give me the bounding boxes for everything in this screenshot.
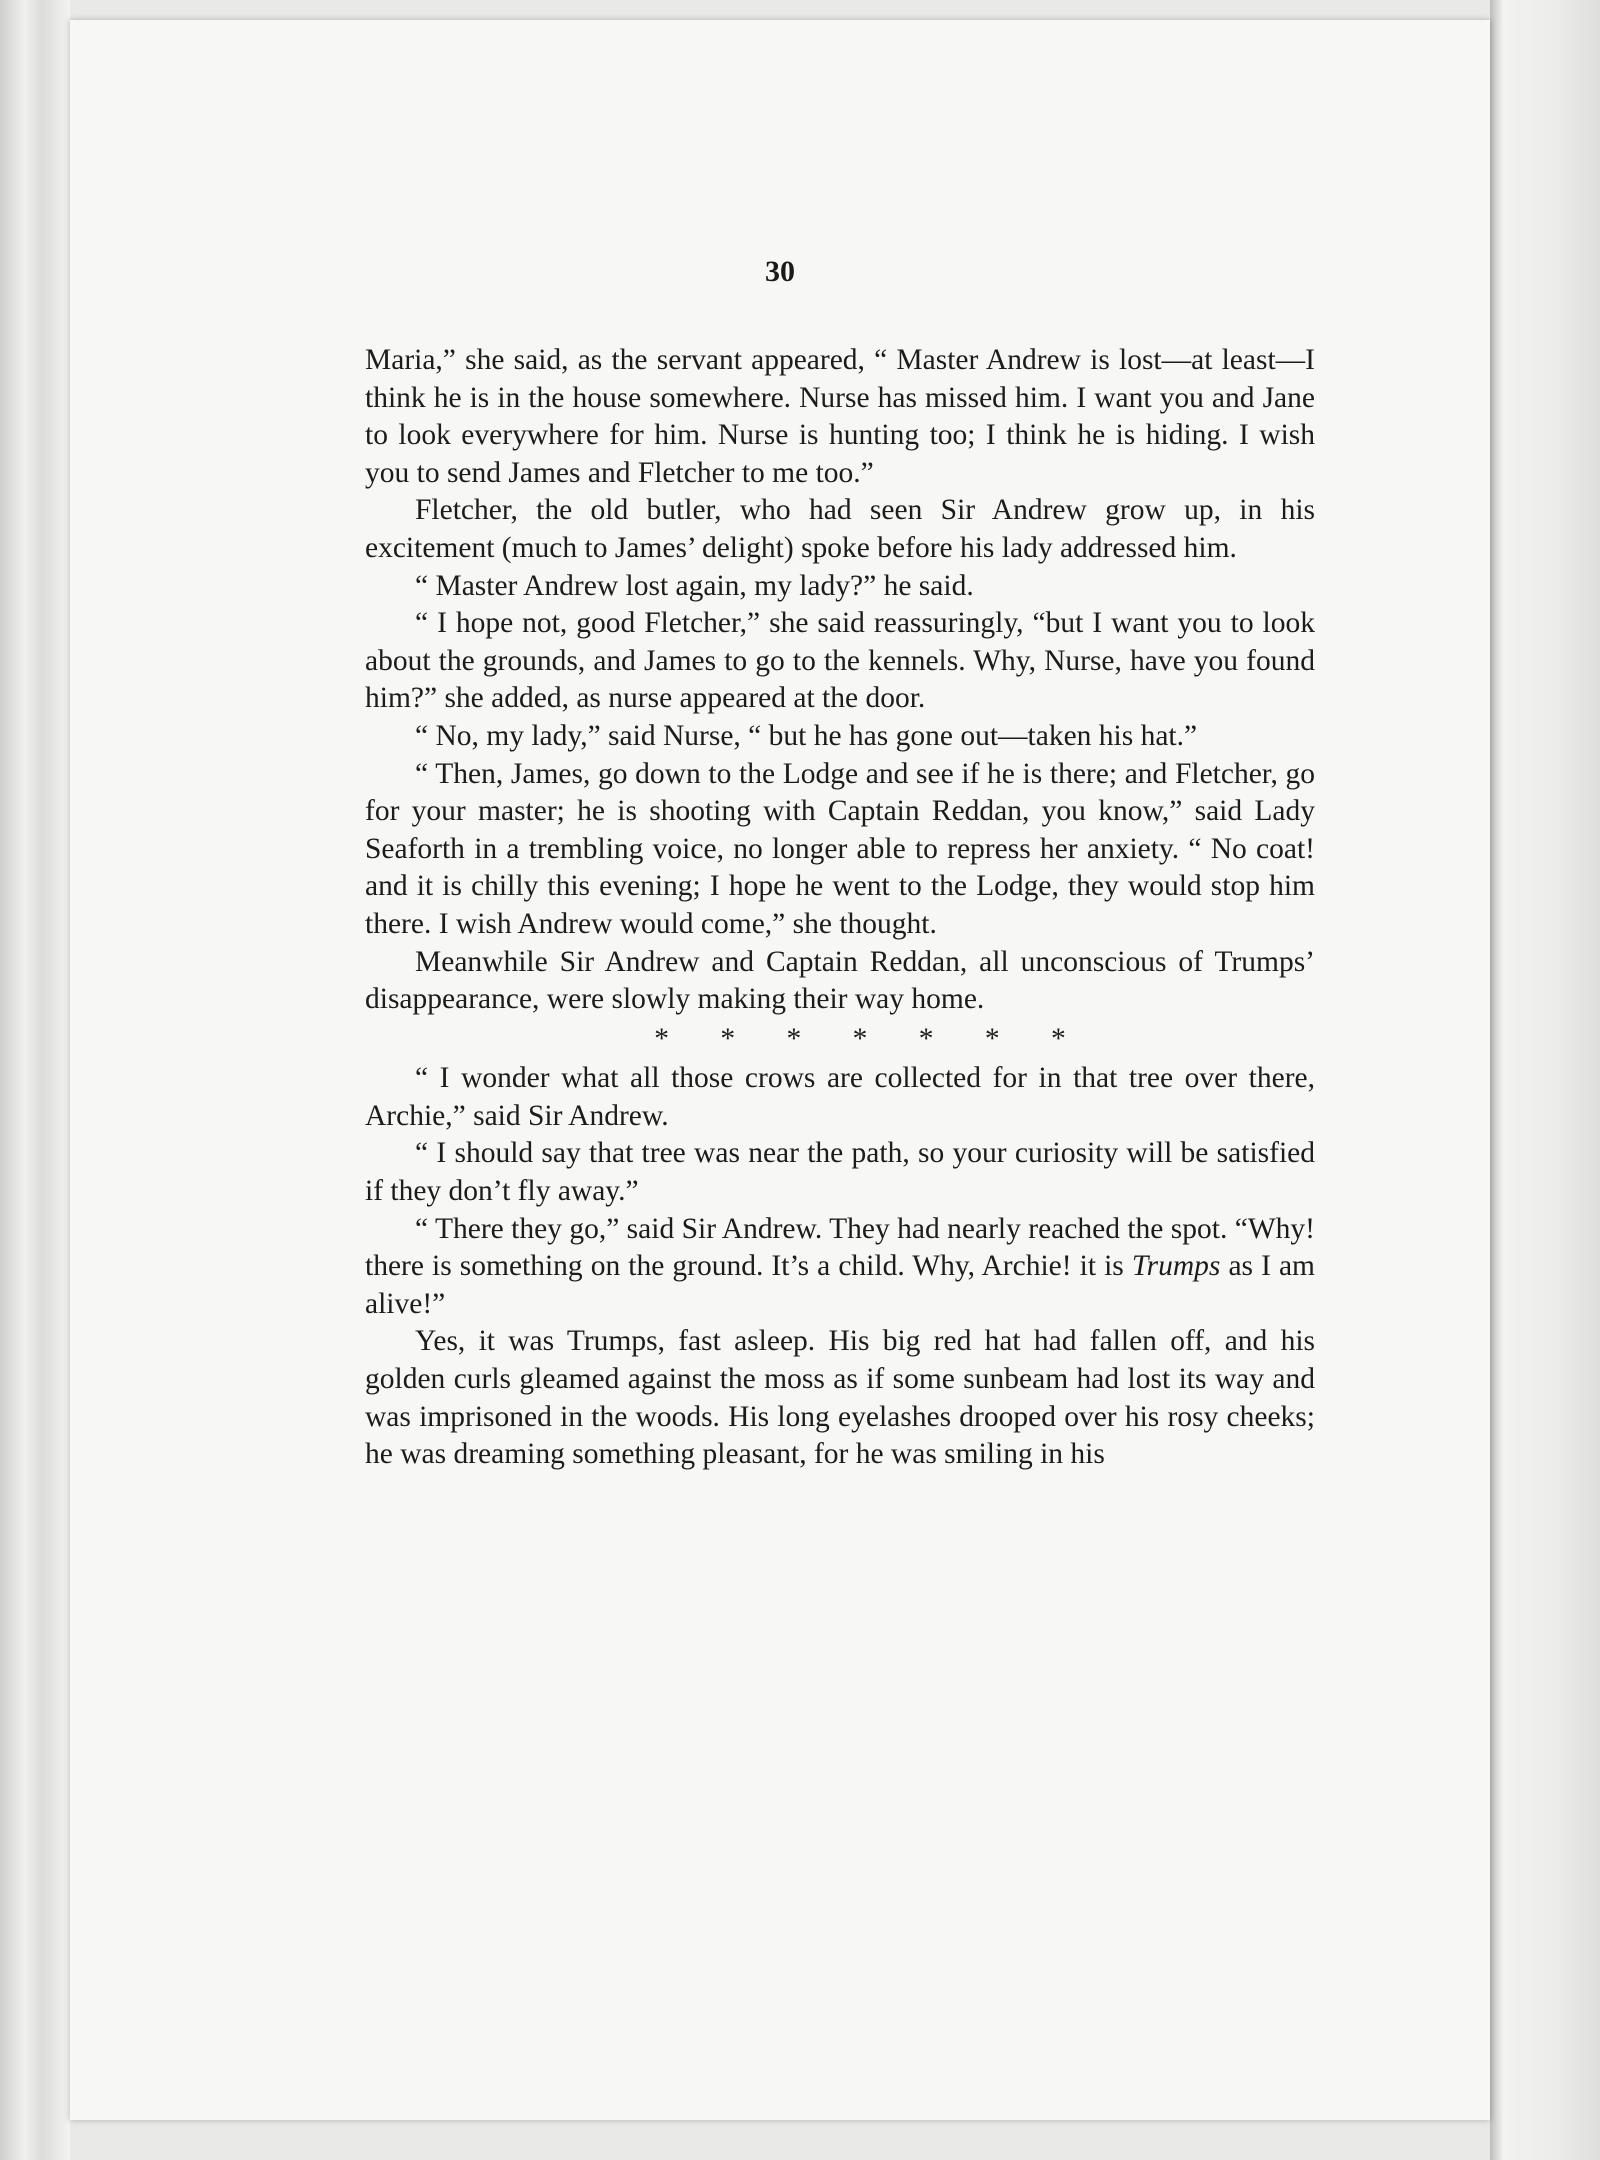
paragraph: Fletcher, the old butler, who had seen Sir Andrew grow up, in his excitement (much to James’ delight) spoke before his lady addressed him.	[365, 494, 1315, 564]
italic-name: Trumps	[1131, 1250, 1221, 1283]
paragraph: “ Master Andrew lost again, my lady?” he said.	[415, 569, 974, 602]
paragraph: “ Then, James, go down to the Lodge and see if he is there; and Fletcher, go for your master; he is shooting with Captain Reddan, you know,” said Lady Seaforth in a trembling voice, no longer able to repress her anxiety. “ No coat! and it is chilly this evening; I hope he went to the Lodge, they would stop him there. I wish Andrew would come,” she thought.	[365, 757, 1315, 940]
section-separator: * * * * * * *	[654, 1022, 1066, 1055]
book-left-edge	[0, 0, 70, 2160]
page-number: 30	[765, 255, 795, 288]
paragraph: “ No, my lady,” said Nurse, “ but he has gone out—taken his hat.”	[415, 719, 1198, 752]
paragraph: “ I wonder what all those crows are collected for in that tree over there, Archie,” said Sir Andrew.	[365, 1062, 1315, 1132]
paragraph-text: “ There they go,” said Sir Andrew. They had nearly reached the spot. “Why! there is something on the ground. It’s a child. Why, Archie! it is	[365, 1212, 1315, 1283]
page-text	[365, 342, 1315, 1474]
paragraph: “ I should say that tree was near the path, so your curiosity will be satisfied if they don’t fly away.”	[365, 1137, 1315, 1208]
paragraph: “ I hope not, good Fletcher,” she said reassuringly, “but I want you to look about the grounds, and James to go to the kennels. Why, Nurse, have you found him?” she added, as nurse appeared at the door.	[365, 607, 1315, 715]
paragraph: Meanwhile Sir Andrew and Captain Reddan, all unconscious of Trumps’ disappearance, were slowly making their way home.	[365, 945, 1315, 1016]
paragraph	[365, 1211, 1315, 1324]
paragraph: Maria,” she said, as the servant appeared, “ Master Andrew is lost—at least—I think he is in the house somewhere. Nurse has missed him. I want you and Jane to look everywhere for him. Nurse is hunting too; I think he is hiding. I wish you to send James and Fletcher to me too.”	[365, 344, 1315, 489]
paragraph: Yes, it was Trumps, fast asleep. His big red hat had fallen off, and his golden curls gleamed against the moss as if some sunbeam had lost its way and was imprisoned in the woods. His long eyelashes drooped over his rosy cheeks; he was dreaming something pleasant, for he was smiling in his	[365, 1325, 1315, 1471]
book-page	[70, 20, 1490, 2120]
paragraph-text: as I am alive!”	[365, 1250, 1316, 1320]
book-right-edge	[1490, 0, 1600, 2160]
